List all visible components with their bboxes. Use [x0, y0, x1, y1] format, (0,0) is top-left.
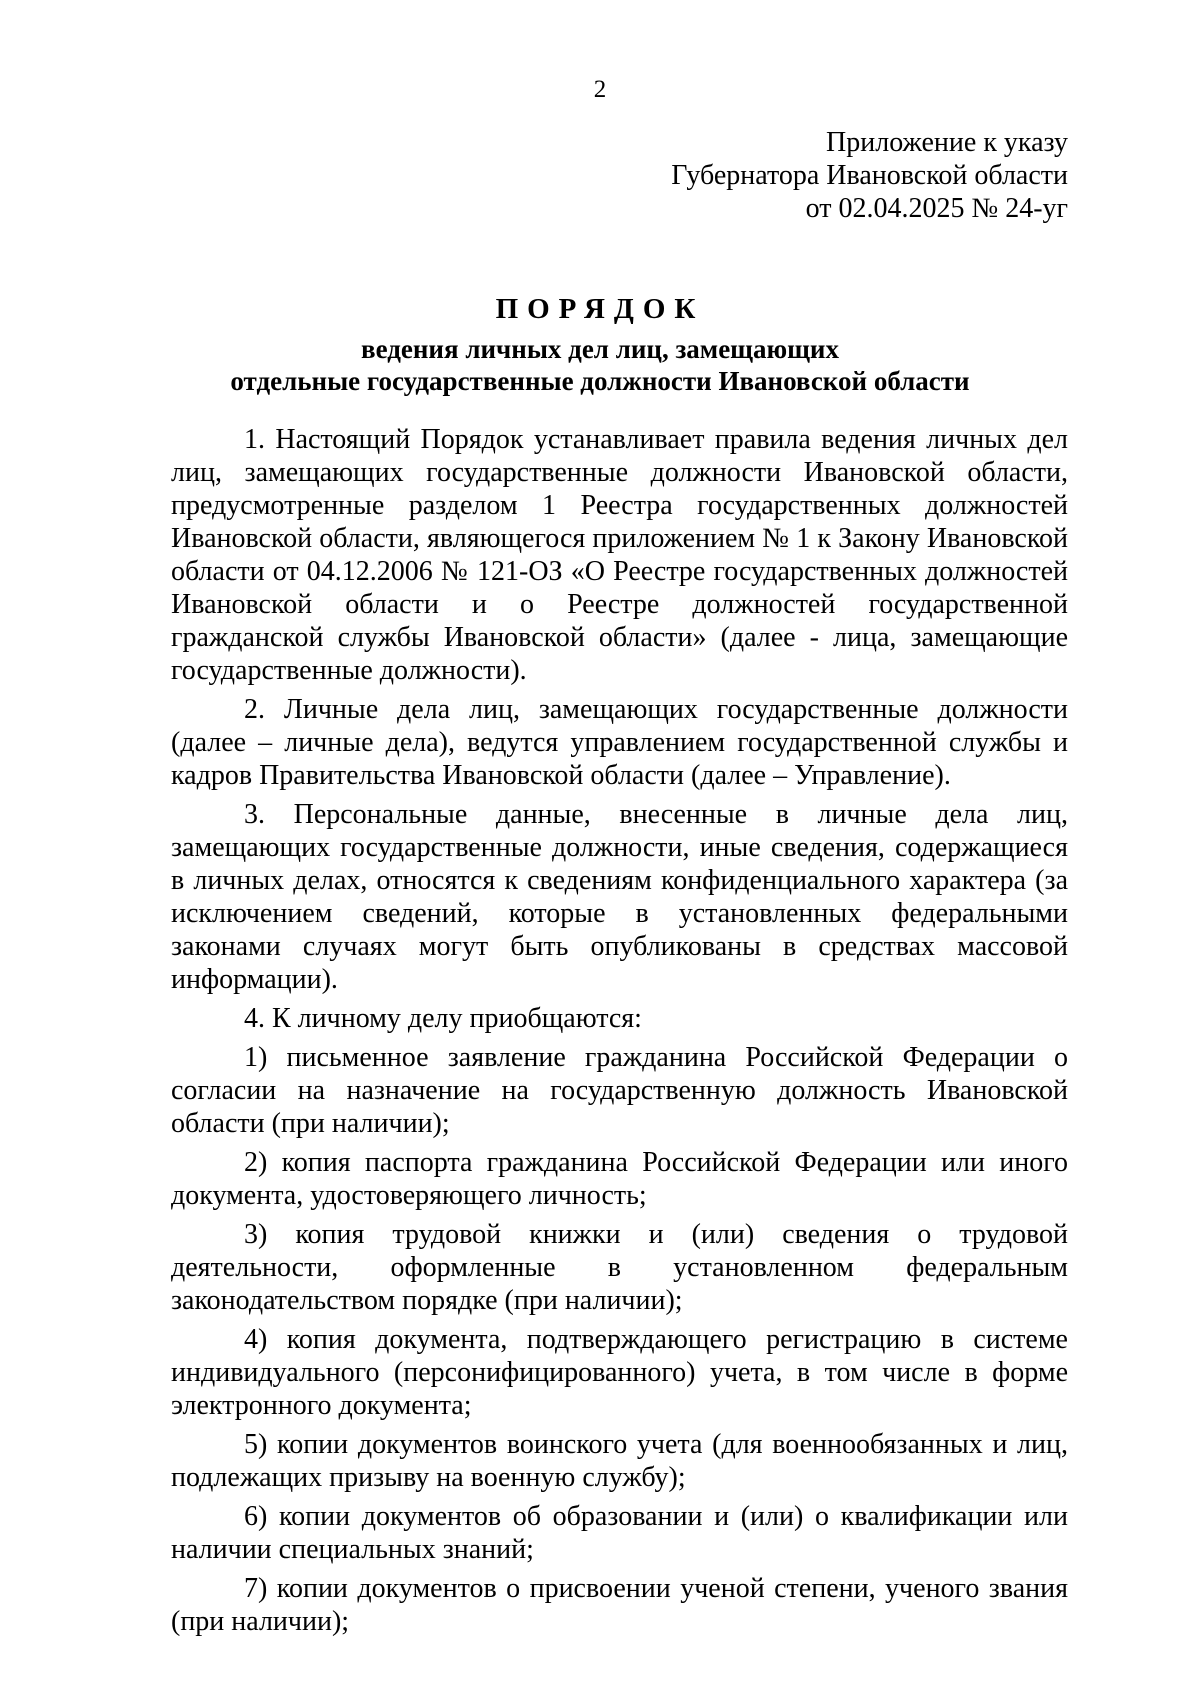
list-item-2: 2) копия паспорта гражданина Российской Федерации или иного документа, удостоверяющего личность;	[171, 1147, 1068, 1211]
paragraph-3: 3. Персональные данные, внесенные в личные дела лиц, замещающих государственные должности, иные сведения, содержащиеся в личных делах, относятся к сведениям конфиденциального характера (за исключением сведений, которые в установленных федеральными законами случаях могут быть опубликованы в средствах массовой информации).	[171, 799, 1068, 995]
list-item-6: 6) копии документов об образовании и (или) о квалификации или наличии специальных знаний;	[171, 1501, 1068, 1565]
title-subtitle-line: ведения личных дел лиц, замещающих	[361, 334, 839, 364]
document-title	[0, 292, 1200, 397]
list-item-5: 5) копии документов воинского учета (для военнообязанных и лиц, подлежащих призыву на военную службу);	[171, 1429, 1068, 1493]
page-number: 2	[593, 76, 607, 103]
title-main: ПОРЯДОК	[495, 293, 705, 325]
appendix-line: Губернатора Ивановской области	[671, 160, 1068, 191]
appendix-line: Приложение к указу	[826, 127, 1068, 158]
paragraph-2: 2. Личные дела лиц, замещающих государственные должности (далее – личные дела), ведутся управлением государственной службы и кадров Правительства Ивановской области (далее – Управление).	[171, 694, 1068, 791]
list-item-4: 4) копия документа, подтверждающего регистрацию в системе индивидуального (персонифицированного) учета, в том числе в форме электронного документа;	[171, 1324, 1068, 1421]
appendix-reference	[671, 126, 1068, 225]
title-subtitle-line: отдельные государственные должности Ивановской области	[230, 366, 970, 396]
list-item-3: 3) копия трудовой книжки и (или) сведения о трудовой деятельности, оформленные в установленном федеральным законодательством порядке (при наличии);	[171, 1219, 1068, 1316]
document-body	[171, 423, 1068, 1638]
appendix-line: от 02.04.2025 № 24-уг	[805, 193, 1068, 224]
paragraph-4: 4. К личному делу приобщаются:	[244, 1003, 642, 1034]
list-item-1: 1) письменное заявление гражданина Российской Федерации о согласии на назначение на государственную должность Ивановской области (при наличии);	[171, 1042, 1068, 1139]
paragraph-1: 1. Настоящий Порядок устанавливает правила ведения личных дел лиц, замещающих государственные должности Ивановской области, предусмотренные разделом 1 Реестра государственных должностей Ивановской области, являющегося приложением № 1 к Закону Ивановской области от 04.12.2006 № 121-ОЗ «О Реестре государственных должностей Ивановской области и о Реестре должностей государственной гражданской службы Ивановской области» (далее - лица, замещающие государственные должности).	[171, 424, 1068, 686]
list-item-7: 7) копии документов о присвоении ученой степени, ученого звания (при наличии);	[171, 1573, 1068, 1637]
